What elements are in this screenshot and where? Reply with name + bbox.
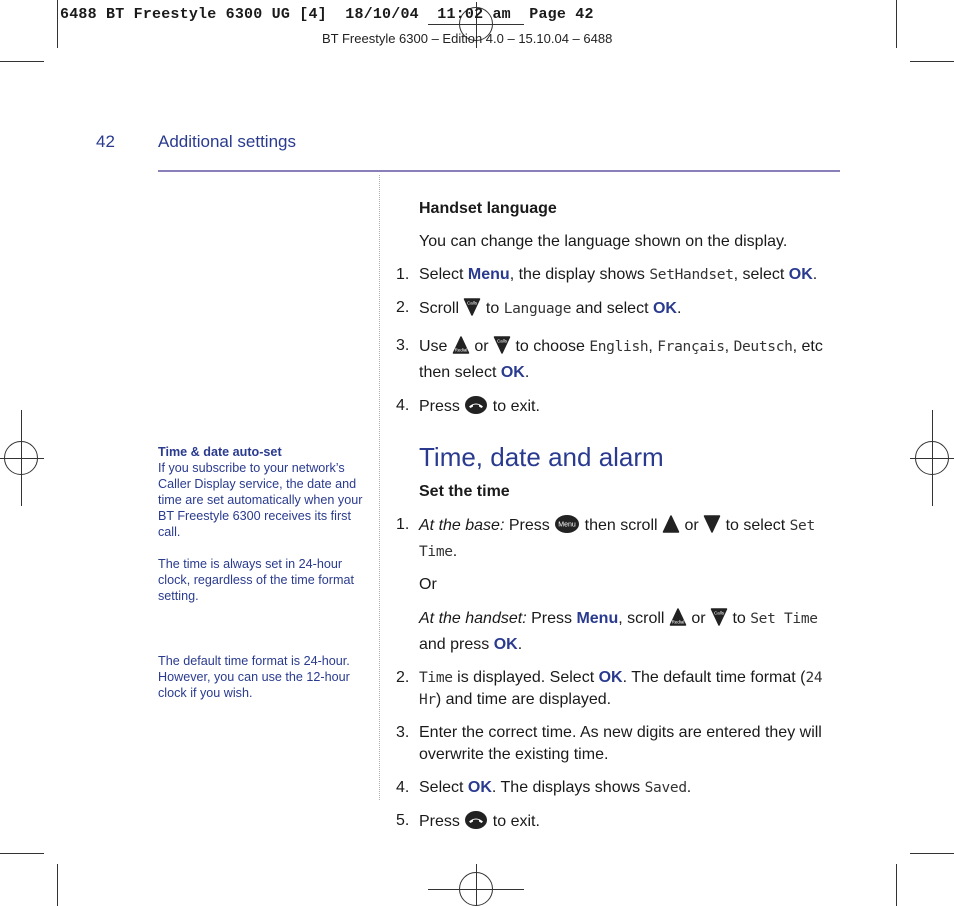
calls-down-key-icon: [493, 335, 511, 362]
ok-label: OK: [493, 636, 518, 653]
end-call-key-icon: [464, 395, 488, 422]
time-step-1: 1. At the base: Press Menu then scroll or to select Set Time.: [396, 516, 815, 560]
language-step-2: 2. Scroll Calls to Language and select OK.: [396, 297, 846, 324]
crop-mark: [57, 864, 58, 906]
base-down-arrow-icon: [703, 514, 721, 541]
ok-label: OK: [467, 779, 492, 796]
display-text: Saved: [644, 780, 687, 796]
time-step-3: 3. Enter the correct time. As new digits are entered they will overwrite the existing time.: [396, 724, 822, 763]
menu-label: Menu: [467, 266, 510, 283]
language-intro: You can change the language shown on the display.: [419, 233, 788, 250]
main-column: [396, 198, 846, 837]
redial-up-key-icon: [669, 607, 687, 634]
crop-mark: [896, 0, 897, 48]
crop-mark: [0, 61, 44, 62]
column-divider: [379, 175, 380, 800]
end-call-key-icon: [464, 810, 488, 837]
calls-down-key-icon: [710, 607, 728, 634]
crop-mark: [57, 0, 58, 48]
ok-label: OK: [788, 266, 813, 283]
display-text: Deutsch: [733, 339, 793, 355]
language-step-1: 1. Select Menu, the display shows SetHandset, select OK.: [396, 266, 818, 283]
display-text: Time: [419, 670, 453, 686]
crop-mark: [896, 864, 897, 906]
time-step-1-handset: At the handset: Press Menu, scroll Redial or Calls to Set Time and press OK.: [396, 607, 846, 656]
display-text: Français: [657, 339, 725, 355]
header-rule: [158, 170, 840, 172]
sidebar-note-format: The default time format is 24-hour. However, you can use the 12-hour clock if you wish.: [158, 654, 350, 700]
crop-mark: [0, 853, 44, 854]
ok-label: OK: [500, 364, 525, 381]
ok-label: OK: [652, 300, 677, 317]
crop-mark: [910, 853, 954, 854]
sidebar-heading: Time & date auto-set: [158, 445, 282, 459]
language-step-3: 3. Use Redial or Calls to choose English, Français, Deutsch, etc then select OK.: [396, 337, 823, 381]
sidebar-note-clock: The time is always set in 24-hour clock, regardless of the time format setting.: [158, 557, 354, 603]
display-text: English: [589, 339, 649, 355]
svg-text:Menu: Menu: [558, 521, 576, 529]
svg-text:Calls: Calls: [714, 610, 725, 616]
menu-button-icon: [554, 514, 580, 541]
crop-mark: [910, 61, 954, 62]
display-text: Set Time: [419, 518, 815, 560]
display-text: SetHandset: [649, 267, 734, 283]
or-text: Or: [419, 576, 437, 593]
svg-text:Calls: Calls: [497, 338, 508, 344]
display-text: Set Time: [750, 611, 818, 627]
sidebar-note-autoset: [158, 444, 368, 540]
svg-text:Calls: Calls: [467, 300, 478, 306]
section-title: Additional settings: [158, 132, 296, 151]
page-number: 42: [96, 132, 115, 151]
svg-text:Redial: Redial: [454, 347, 468, 353]
display-text: Language: [503, 301, 572, 317]
time-step-2: 2. Time is displayed. Select OK. The default time format (24 Hr) and time are displayed.: [396, 669, 823, 708]
handset-language-heading: Handset language: [419, 200, 557, 217]
time-step-5: 5. Press to exit.: [396, 810, 846, 837]
set-the-time-heading: Set the time: [419, 483, 510, 500]
time-date-alarm-title: Time, date and alarm: [419, 442, 664, 472]
registration-mark-line: [21, 410, 22, 506]
print-slug: 6488 BT Freestyle 6300 UG [4] 18/10/04 11:02 am Page 42: [60, 6, 594, 23]
base-up-arrow-icon: [662, 514, 680, 541]
svg-text:Redial: Redial: [671, 619, 685, 625]
menu-label: Menu: [576, 610, 619, 627]
calls-down-key-icon: [463, 297, 481, 324]
display-text: 24 Hr: [419, 670, 823, 708]
sidebar-text: If you subscribe to your network’s Caller Display service, the date and time are set automatically when your BT Freestyle 6300 receives its first call.: [158, 461, 363, 539]
edition-line: BT Freestyle 6300 – Edition 4.0 – 15.10.04 – 6488: [322, 31, 613, 46]
registration-mark-line: [476, 864, 477, 906]
time-step-4: 4. Select OK. The displays shows Saved.: [396, 779, 692, 796]
registration-mark-line: [0, 458, 44, 459]
ok-label: OK: [598, 669, 623, 686]
language-step-4: 4. Press to exit.: [396, 395, 846, 422]
redial-up-key-icon: [452, 335, 470, 362]
registration-mark-line: [932, 410, 933, 506]
